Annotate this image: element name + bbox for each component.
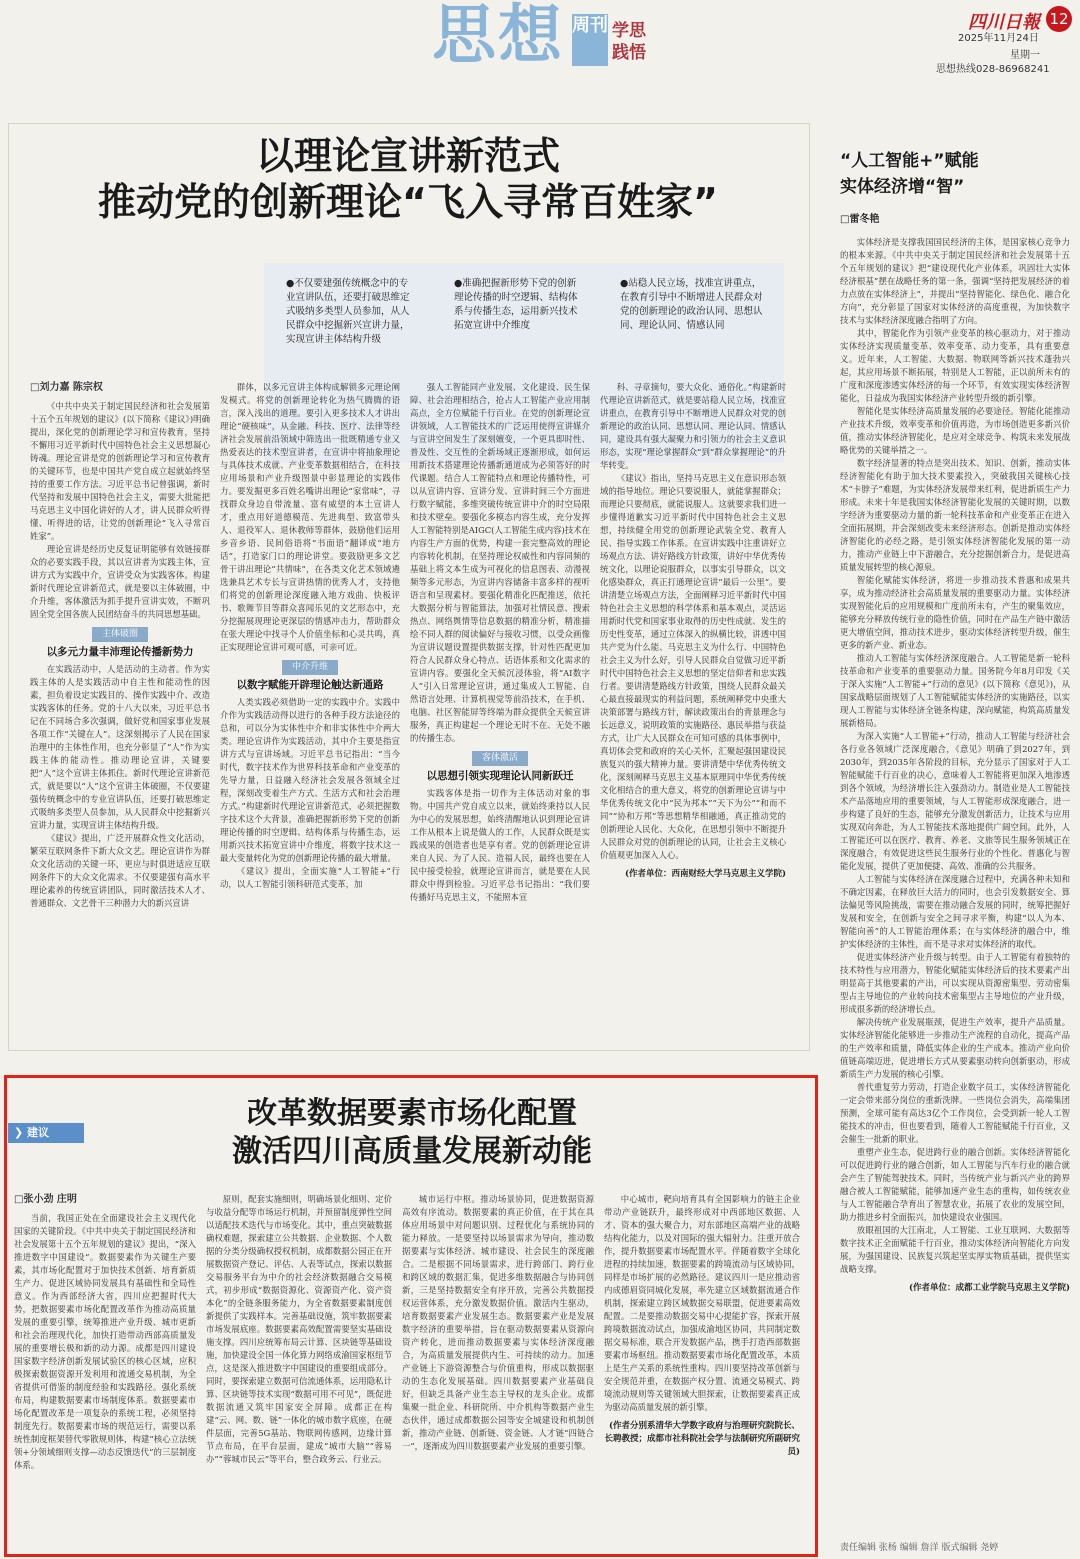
masthead [0, 0, 1080, 80]
section-side-label: 学思践悟 [612, 21, 646, 63]
editor-credits: 责任编辑 张杨 编辑 詹洋 版式编辑 尧婷 [840, 1543, 999, 1553]
summary-point: ●准确把握新形势下党的创新理论传播的时空逻辑、结构体系与传播生态，运用新兴技术拓宽宣讲中介维度 [454, 278, 578, 331]
subheading-tag: 中介升维 [282, 660, 338, 675]
issue-date: 2025年11月24日 [958, 33, 1039, 44]
subheading [410, 751, 590, 783]
paragraph: 其中，智能化作为引领产业变革的核心驱动力，对于推动实体经济实现质量变革、效率变革、动力变革，具有重要意义。近年来，人工智能、大数据、物联网等新兴技术蓬勃兴起，其应用场景不断拓展，特别是人工智能，正以前所未有的广度和深度渗透实体经济的每一个环节，有效实现实体经济智能化，日益成为我国实体经济产业转型升级的新引擎。 [840, 328, 1070, 403]
subheading-title: 以思想引领实现理论认同新跃迁 [426, 770, 574, 782]
paragraph: 重塑产业生态，促进跨行业的融合创新。实体经济智能化可以促进跨行业的融合创新，如人工智能与汽车行业的融合就会产生了智能驾驶技术。同时，当传统产业与新兴产业的跨界融合被人工智能赋能，能够加速产业生态的重构，如传统农业与人工智能融合孕育出了智慧农业，拓展了农业的发展空间，助力推进乡村全面振兴，加快建设农业强国。 [840, 1147, 1070, 1222]
column-tag-label: 建议 [27, 1126, 50, 1139]
paragraph: 人工智能与实体经济在深度融合过程中，充满各种未知和不确定因素，在释放巨大活力的同时，也会引发数据安全、算法偏见等风险挑战，需要在推动融合发展的同时，统筹把握好发展和安全，在创新与安全之间寻求平衡，构建“以人为本、智能向善”的人工智能治理体系；在与实体经济的融合中，维护实体经济的主体性，而不是寻求对实体经济的取代。 [840, 874, 1070, 949]
paper-logo: 四川日報 [968, 12, 1040, 33]
author-affiliation: (作者单位：成都工业学院马克思主义学院) [908, 1283, 1070, 1293]
second-article [0, 1075, 824, 1559]
paragraph: 当前，我国正处在全面建设社会主义现代化国家的关键阶段。《中共中央关于制定国民经济和社会发展第十五个五年规划的建议》提出，“深入推进数字中国建设”。数据要素作为关键生产要素，其市场化配置对于加快技术创新、培育新质生产力、促进区域协同发展具有基础性和全局性意义。作为西部经济大省，四川应把握时代大势，把数据要素市场化配置改革作为推动高质量发展的重要引擎，统筹推进产业升级、城市更新和社会治理现代化，加快打造带动西部高质量发展的重要增长极和新的动力源。成都是四川建设国家数字经济创新发展试验区的核心区域，应积极探索数据资源开发利用和流通交易机制，为全省提供可借鉴的制度经验和实践路径。强化系统布局，构建数据要素市场制度体系。数据要素市场化配置改革是一项复杂的系统工程，必须坚持制度先行。数据要素市场的规范运行，需要以系统性制度框架替代零散规则体，构建“核心立法统领+分领域细则支撑—动态反馈迭代”的三层制度体系。 [14, 1213, 196, 1470]
paragraph: 实体经济是支撑我国国民经济的主体，是国家核心竞争力的根本来源。《中共中央关于制定国民经济和社会发展第十五个五年规划的建议》把“建设现代化产业体系，巩固壮大实体经济根基”摆在战略任务的第一条，强调“坚持把发展经济的着力点放在实体经济上”，并提出“坚持智能化、绿色化、融合化方向”，充分彰显了国家对实体经济的高度重视，为加快数字技术与实体经济深度融合指明了方向。 [840, 237, 1070, 325]
article-column [30, 381, 210, 1041]
section-title: 思想 [432, 0, 564, 73]
paragraph: 实践客体是指一切作为主体活动对象的事物。中国共产党自成立以来，就始终秉持以人民为中心的发展思想，始终清醒地认识到理论宣讲工作从根本上说是做人的工作，人民群众既是实践成果的创造者也是享有者。党的创新理论宣讲来自人民、为了人民、造福人民，最终也要在人民中接受检验，就理论宣讲而言，就是要在人民群众中得到检验。习近平总书记指出：“我们要传播好马克思主义，不能照本宣 [410, 788, 590, 902]
article-column [220, 381, 400, 1041]
author-byline: □张小劲 庄明 [14, 1194, 77, 1205]
author-byline: □雷冬艳 [840, 214, 880, 225]
paragraph: 科、寻章摘句，要大众化、通俗化。”构建新时代理论宣讲新范式，就是要站稳人民立场，找准宣讲重点，在教育引导中不断增进人民群众对党的创新理论的政治认同、思想认同、理论认同、情感认同，建设具有强大凝聚力和引领力的社会主义意识形态，实现“理论掌握群众”到“群众掌握理论”的升华转变。 [600, 382, 786, 470]
side-article [824, 140, 1078, 1520]
article-column [600, 381, 786, 1041]
summary-point: ●不仅要建强传统概念中的专业宣讲队伍，还要打破思维定式吸纳多类型人员参加，从人民群众中挖掘新兴宣讲力量，实现宣讲主体结构升级 [286, 278, 410, 345]
paragraph: 《建议》提出，广泛开展群众性文化活动，繁荣互联网条件下新大众文艺。理论宣讲作为群众文化活动的关键一环，更应与时俱进适应互联网条件下的大众文化需求。不仅要建强有高水平理论素养的传统宣讲团队，同时激活技术人才、普通群众、文艺骨干三种潜力大的新兴宣讲 [30, 833, 210, 908]
author-affiliation: (作者分别系清华大学数字政府与治理研究院院长、长聘教授；成都市社科院社会学与法制研究所副研究员) [604, 1421, 800, 1457]
title-line-2: 推动党的创新理论“飞入寻常百姓家” [98, 180, 718, 224]
side-article-title [840, 148, 979, 200]
paragraph: 人类实践必须借助一定的实践中介。实践中介作为实践活动得以进行的各种手段方法途径的总和，可以分为实体性中介和非实体性中介两大类。理论宣讲作为实践活动，其中介主要是指宣讲方式与宣讲场域。习近平总书记指出：“当今时代，数字技术作为世界科技革命和产业变革的先导力量，日益融入经济社会发展各领域全过程，深刻改变着生产方式、生活方式和社会治理方式。”构建新时代理论宣讲新范式，必须把握数字技术这个大背景，准确把握新形势下党的创新理论传播的时空逻辑、结构体系与传播生态，运用新兴技术拓宽宣讲中介维度，将数字技术这一最大变量转化为党的创新理论传播的最大增量。 [220, 697, 400, 863]
issue-weekday: 星期一 [1010, 50, 1040, 61]
article-column [840, 236, 1070, 1516]
paragraph: 中心城市，靶向培育具有全国影响力的链主企业带动产业链跃升，最终形成对中西部地区数据、人才、资本的强大聚合力，对东部地区高端产业的战略结构化能力，以及对国际的强大辐射力。注重开放合作，提升数据要素市场配置水平。伴随着数字全球化进程的持续加速，数据要素的跨境流动与区域协同，同样是市场扩展的必然路径。建议四川一是应推动省内成德眉资同城化发展，率先建立区域数据流通合作机制，探索建立跨区域数据交易联盟，促进要素高效配置。二是要推动数据交易中心提能扩容，探索开展跨境数据流动试点，加强成渝地区协同，共同制定数据交易标准，联合开发数据产品，携手打造西部数据要素市场枢纽。推动数据要素市场化配置改革，本质上是生产关系的系统性重构。四川要坚持改革创新与安全规范并重，在数据产权分置、流通交易模式、跨境流动规则等关键领域大胆探索，让数据要素真正成为驱动高质量发展的新引擎。 [604, 1194, 800, 1412]
paragraph: 为深入实施“人工智能+”行动，推动人工智能与经济社会各行业各领域广泛深度融合，《意见》明确了到2027年，到2030年，到2035年各阶段的目标，充分显示了国家对于人工智能赋能千行百业的决心，意味着人工智能将更加深入地渗透到各个领域，为经济增长注入强劲动力。制造业是人工智能技术产品落地应用的重要领域，与人工智能形成深度融合，进一步构建了良好的生态，能够充分激发创新活力，让技术与应用实现双向奔赴，为人工智能技术落地提供广阔空间。此外，人工智能还可以在医疗、教育、养老、文旅等民生服务领域正在深度融合，有效促进这些民生服务行业的个性化、普惠化与智能化发展，提供了更加便捷、高效、准确的公共服务。 [840, 731, 1070, 871]
author-affiliation: (作者单位：西南财经大学马克思主义学院) [624, 869, 786, 879]
article-column [14, 1193, 196, 1549]
title-line-1: “人工智能+”赋能 [840, 151, 979, 171]
paragraph: 《建议》提出，全面实施“人工智能+”行动，以人工智能引领科研范式变革，加 [220, 866, 400, 889]
section-boxed-label: 周刊 [572, 14, 608, 66]
paragraph: 《建议》指出，坚持马克思主义在意识形态领域的指导地位。理论只要说服人，就能掌握群众；而理论只要彻底，就能说服人。这就要求我们进一步懂得道歉实习近平新时代中国特色社会主义思想，持续健全用党的创新理论武装全党、教育人民、指导实践工作体系。在宣讲实践中注重讲好立场观点方法、讲好路线方针政策，讲好中华优秀传统文化，以理论说服群众，以事实引导群众，以文化感染群众，真正打通理论宣讲“最后一公里”。要讲清楚立场观点方法，全面阐释习近平新时代中国特色社会主义思想的科学体系和基本观点，灵活运用新时代党和国家事业取得的历史性成就、发生的历史性变革，通过立体深入的纵横比较，讲透中国共产党为什么能、马克思主义为什么行、中国特色社会主义为什么好，引导人民群众自觉做习近平新时代中国特色社会主义思想的坚定信仰者和忠实践行者。要讲清楚路线方针政策，围绕人民群众最关心最直接最现实的利益问题，系统阐释党中央重大决策部署与路线方针，解读政策出台的背景理念与长远意义，说明政策的实施路径、惠民举措与获益方式，让广大人民群众在可知可感的具体事例中，真切体会党和政府的关心关怀，汇聚起强国建设民族复兴的强大精神力量。要讲清楚中华优秀传统文化，深刻阐释马克思主义基本原理同中华优秀传统文化相结合的重大意义，将党的创新理论宣讲与中华优秀传统文化中“民为邦本”“天下为公”“和而不同”“协和万邦”等思想精华相融通，真正推动党的创新理论人民化、大众化，在思想引领中不断提升人民群众对党的创新理论的认同，让社会主义核心价值观更加深入人心。 [600, 473, 786, 860]
summary-point: ●站稳人民立场，找准宣讲重点，在教育引导中不断增进人民群众对党的创新理论的政治认同、思想认同、理论认同、情感认同 [620, 278, 763, 331]
title-line-1: 改革数据要素市场化配置 [247, 1096, 577, 1131]
subheading [30, 627, 210, 659]
main-article [8, 123, 816, 1063]
paragraph: 智能化赋能实体经济，将进一步推动技术普惠和成果共享，成为推动经济社会高质量发展的重要驱动力量。实体经济实现智能化后的应用规模和广度前所未有，产生的聚集效应，能够充分释放传统行业的隐性价值，同时在产品生产链中激活更大增值空间，推动技术进步，驱动实体经济转型升级，催生更多的新产业、新业态。 [840, 575, 1070, 650]
paragraph: 强人工智能同产业发展、文化建设、民生保障、社会治理相结合，抢占人工智能产业应用制高点，全方位赋能千行百业。在党的创新理论宣讲领域，人工智能技术的广泛运用使得宣讲媒介与宣讲空间发生了深刻嬗变，一个更具即时性、普及性、交互性的全新场域正逐渐形成，如何运用新技术搭建理论传播新通道成为必须答好的时代课题。结合人工智能特点和理论传播特性，可以从宣讲内容、宣讲分发、宣讲时间三个方面进行数字赋能，多维突破传统宣讲中介的时空局限和技术壁垒。要强化多模态内容生成，充分发挥人工智能特别是AIGC(人工智能生成内容)技术在内容生产方面的优势，构建一套完整高效的理论内容转化机制，在坚持理论权威性和内容同频的基础上将文本生成为可视化的信息图表、动漫视频等多元形态，为宣讲内容储备丰富多样的视听语言和呈现素材。要强化精准化匹配推送，依托大数据分析与智能算法，加强对社情民意、搜索热点、网络舆情等信息数据的精准分析，精准描绘不同人群的阅读偏好与接收习惯，以受众画像为宣讲议题设置提供数据支撑，针对性匹配更加符合人民群众身心特点、话语体系和文化需求的宣讲内容。要强化全天候沉浸体验，将“AI数字人”引入日常理论宣讲，通过集成人工智能、自然语言处理、计算机视觉等前沿技术，在手机、电脑、社区智能屏等终端为群众提供全天候宣讲服务，真正构建起一个理论无时不在、无处不融的传播生态。 [410, 382, 590, 743]
paragraph: 城市运行中枢。推动场景协同，促进数据资源高效有序流动。数据要素的真正价值，在于其在具体应用场景中对问题识别、过程优化与系统协同的能力释放。一是要坚持以场景需求为导向，推动数据要素与实体经济、城市建设、社会民生的深度融合。二是根据不同场景需求，进行跨部门、跨行业和跨区域的数据汇集，促进多维数据融合与协同创新，三是坚持数据安全有序开放，完善公共数据授权运营体系，充分激发数据价值。激活内生驱动，培育数据要素产业发展生态。数据要素产业是发展数字经济的重要举措，旨在驱动数据要素从资源向资产转化，进而推动数据要素与实体经济深度融合，为高质量发展提供内生、可持续的动力。加速产业链上下游资源整合与价值重构，形成以数据驱动的生态化发展基础。四川数据要素产业基础良好，但缺乏具备产业生态主导权的龙头企业。成都集聚一批企业、科研院所、中介机构等数据产业生态伙伴，通过成都数据公园等安全城建设和机制创新，推动产业链、创新链、资金链、人才链“四链合一”，逐渐成为四川数据要素产业发展的重要引擎。 [402, 1194, 594, 1451]
subheading-title: 以数字赋能开辟理论触达新通路 [236, 679, 384, 691]
paragraph: 理论宣讲是经历史反复证明能够有效链接群众的必要实践手段，其以宣讲者为实践主体，宣讲方式为实践中介，宣讲受众为实践客体。构建新时代理论宣讲新范式，就是要以主体破圈，中介升维，客体激活为抓手提升宣讲实效，不断巩固全党全国各族人民团结奋斗的共同思想基础。 [30, 544, 210, 619]
paragraph: 原则，配套实施细则，明确场景化细则、定价与收益分配等市场运行机制，并预留制度弹性空间以适配技术迭代与市场变化。其中，重点突破数据确权难题，探索建立公共数据、企业数据、个人数据的分类分级确权授权机制，成都数据公园正在开展数据资产登记、评估、人表等试点，探索以数据交易服务平台为中介的社会经济数据融合交易模式，初步形成“数据资源化、资源资产化、资产资本化”的全链条服务能力，为全省数据要素制度创新提供了实践样本。完善基础设施，筑牢数据要素市场发展底座。数据要素高效配置需要坚实基础设施支撑。四川应统筹布局云计算、区块链等基础设施，加快建设全国一体化算力网络成渝国家枢纽节点，这是深入推进数字中国建设的重要组成部分。同时，要探索建立数据可信流通体系，运用隐私计算、区块链等技术实现“数据可用不可见”，既促进数据流通又筑牢国家安全屏障。成都正在构建“云、网、数、链”一体化的城市数字底座，在硬件层面，完善5G基站、物联网传感网，边缘计算节点布局，在平台层面，建成“城市大脑”“蓉易办”“蓉城市民云”等平台，整合政务云、行业云。 [206, 1194, 392, 1464]
subheading-title: 以多元力量丰沛理论传播新势力 [46, 646, 194, 658]
hotline: 思想热线028-86968241 [936, 64, 1050, 75]
comment-icon: ❯ [14, 1126, 28, 1139]
article-column [410, 381, 590, 1041]
paragraph: 群体，以多元宣讲主体构成解锁多元理论阐发模式。将党的创新理论转化为热气腾腾的语言，深入浅出的道理。要引入更多技术人才讲出理论“硬核味”，从金融、科技、医疗、法律等经济社会发展前沿领域中筛选出一批既精通专业又热爱表达的技术型宣讲者，在宣讲中将抽象理论与具体技术成就、产业变革数据相结合，在科技应用场景和产业升级图景中彰显理论的实践伟力。要发掘更多百姓名嘴讲出理论“家常味”，寻找群众身边自带流量、富有威望的本土宣讲人才，重点用好道德模范、先进典型、致富带头人、退役军人、退休教师等群体，鼓励他们运用乡音乡语、民间俗语将“书面语”翻译成“地方话”，打造家门口的理论讲堂。要鼓励更多文艺骨干讲出理论“共情味”，在各类文化艺术领域遴选兼具艺术专长与宣讲热情的优秀人才，支持他们将党的创新理论深度融入地方戏曲、快板评书、歌舞节目等群众喜闻乐见的文艺形态中，充分挖掘展现理论更深层的情感冲击力，帮助群众在张大理论中找寻个人价值坐标和心灵共鸣，真正实现理论宣讲可观可感，可亲可近。 [220, 382, 400, 652]
paragraph: 解决传统产业发展瓶颈，促进生产效率，提升产品质量。实体经济智能化能够进一步推动生产流程的自动化，提高产品的生产效率和质量，降低实体企业的生产成本。推动产业向价值链高端迈进，促进增长方式从要素驱动转向创新驱动，形成新质生产力发展的核心引擎。 [840, 1017, 1070, 1079]
paragraph: 普代重复劳力劳动，打造企业数字员工，实体经济智能化一定会带来部分岗位的重新洗牌。一些岗位会消失，高端集团预测，全球可能有高达3亿个工作岗位，会受到新一轮人工智能技术的冲击，但也要看到，随着人工智能赋能千行百业，又会催生一批新的职业。 [840, 1082, 1070, 1144]
subheading-tag: 客体激活 [472, 751, 528, 766]
paragraph: 《中共中央关于制定国民经济和社会发展第十五个五年规划的建议》(以下简称《建议》)明确提出，深化党的创新理论学习和宣传教育，坚持不懈用习近平新时代中国特色社会主义思想凝心铸魂。理论宣讲是党的创新理论学习和宣传教育的关键环节，也是中国共产党自成立起就始终坚持的重要工作方法。习近平总书记曾强调，新时代坚持和发展中国特色社会主义，需要大批能把马克思主义中国化讲好的人才，讲人民群众听得懂、听得进的话，让党的创新理论“飞入寻常百姓家”。 [30, 401, 210, 541]
paragraph: 在实践活动中，人是活动的主动者。作为实践主体的人是实践活动中自主性和能动性的因素，担负着设定实践目的、操作实践中介、改造实践客体的任务。党的十八大以来，习近平总书记在不同场合多次强调，做好党和国家事业发展各项工作“关键在人”。这深刻揭示了人民在国家治理中的主体性作用，也充分彰显了“人”作为实践主体的能动性。推动理论宣讲，关键要把“人”这个宣讲主体抓住。新时代理论宣讲新范式，就是要以“人”这个宣讲主体破圈，不仅要建强传统概念中的专业宣讲队伍，还要打破思维定式吸纳多类型人员参加，从人民群众中挖掘新兴宣讲力量，实现宣讲主体结构升级。 [30, 664, 210, 830]
title-line-2: 激活四川高质量发展新动能 [232, 1134, 592, 1169]
subheading-tag: 主体破圈 [92, 627, 148, 642]
article-title [0, 1095, 824, 1171]
subheading [220, 660, 400, 692]
article-column [402, 1193, 594, 1549]
title-line-2: 实体经济增“智” [840, 177, 965, 197]
paragraph: 数字经济显著的特点是突出技术、知识、创新，推动实体经济智能化有助于加大技术要素投入，突破我国关键核心技术“卡脖子”难题，为实体经济发展带来红利，促进新质生产力形成。未来十年是我国实体经济智能化发展的关键时期，以数字经济为重要驱动力量的新一轮科技革命和产业变革正在进入全面拓展期，并会深刻改变未来经济形态。创新是推动实体经济智能化的必经之路，是引领实体经济智能化发展的第一动力，推动产业链上中下游融合，充分挖掘创新合力，是促进高质量发展转型的核心源泉。 [840, 458, 1070, 572]
paragraph: 促进实体经济产业升级与转型。由于人工智能有着独特的技术特性与应用潜力，智能化赋能实体经济后的技术要素产出明显高于其他要素的产出，可以实现从资源密集型、劳动密集型占主导地位的产业转向技术密集型占主导地位的产业升级，形成很多新的经济增长点。 [840, 952, 1070, 1014]
paragraph: 智能化是实体经济高质量发展的必要途径。智能化能推动产业技术升级，效率变革和价值再造，为市场创造更多新兴价值，推动实体经济智能化，是应对全球竞争、构筑未来发展战略优势的关键举措之一。 [840, 406, 1070, 455]
author-byline: □刘力嘉 陈宗权 [30, 382, 103, 393]
article-column [604, 1193, 800, 1549]
article-column [206, 1193, 392, 1549]
page-number-badge: 12 [1046, 6, 1072, 32]
article-title [8, 133, 808, 225]
paragraph: 放眼祖国的大江南北，人工智能、工业互联网、大数据等数字技术正全面赋能千行百业，推动实体经济向智能化方向发展，为强国建设、民族复兴筑起坚实厚实物质基础，提供坚实战略支撑。 [840, 1225, 1070, 1274]
title-line-1: 以理论宣讲新范式 [255, 134, 560, 178]
paragraph: 推动人工智能与实体经济深度融合。人工智能是新一轮科技革命和产业变革的重要驱动力量。国务院今年8月印发《关于深入实施“人工智能+”行动的意见》(以下简称《意见》)，从国家战略层面规划了人工智能赋能实体经济的实施路径，以实现人工智能与实体经济全链条构建，深向赋能，构筑高质量发展新格局。 [840, 653, 1070, 728]
